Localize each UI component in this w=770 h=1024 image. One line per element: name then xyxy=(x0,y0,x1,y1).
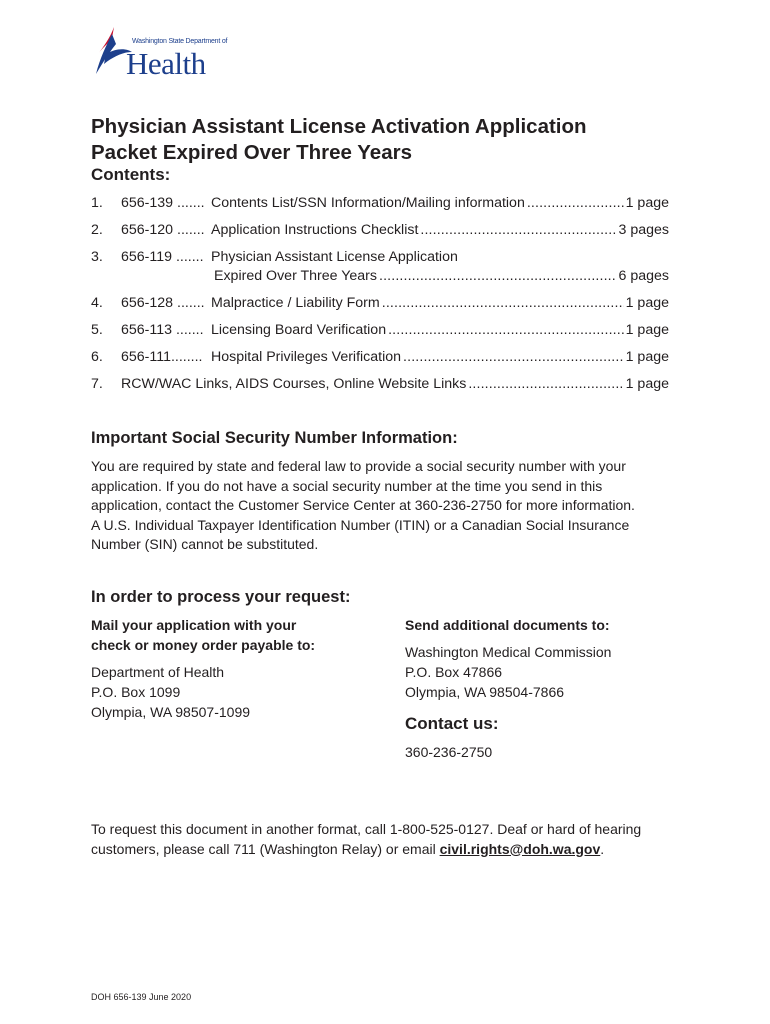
item-description-line-2: Expired Over Three Years xyxy=(214,268,377,284)
accessibility-line: To request this document in another format, call 1-800-525-0127. Deaf or hard of hearing xyxy=(91,821,642,837)
item-description: Application Instructions Checklist xyxy=(211,222,419,238)
item-form-code: 656-113 ....... xyxy=(121,322,204,338)
send-address-line: P.O. Box 47866 xyxy=(405,664,503,680)
ssn-line: Number (SIN) cannot be substituted. xyxy=(91,536,319,552)
item-pages: 1 page xyxy=(625,295,669,311)
mail-address-line: P.O. Box 1099 xyxy=(91,684,181,700)
item-number: 2. xyxy=(91,222,103,238)
item-pages: 6 pages xyxy=(618,268,669,284)
item-form-code: 656-139 ....... xyxy=(121,195,205,211)
title-line-1: Physician Assistant License Activation Application xyxy=(91,115,587,138)
process-heading: In order to process your request: xyxy=(91,588,351,606)
item-description: Licensing Board Verification xyxy=(211,322,387,338)
item-pages: 3 pages xyxy=(618,222,669,238)
send-address-line: Olympia, WA 98504-7866 xyxy=(405,684,565,700)
item-number: 3. xyxy=(91,249,103,265)
mail-section xyxy=(91,615,315,722)
item-form-code: 656-128 ....... xyxy=(121,295,205,311)
item-number: 6. xyxy=(91,349,103,365)
item-form-code: 656-111........ xyxy=(121,349,203,365)
logo-health-text: Health xyxy=(126,46,206,81)
send-label: Send additional documents to: xyxy=(405,617,610,633)
item-pages: 1 page xyxy=(625,349,669,365)
item-pages: 1 page xyxy=(625,376,669,392)
send-address-line: Washington Medical Commission xyxy=(405,644,612,660)
accessibility-line xyxy=(91,840,691,860)
accessibility-text: customers, please call 711 (Washington Relay) or email xyxy=(91,840,440,857)
contact-heading: Contact us: xyxy=(405,714,499,733)
ssn-line: You are required by state and federal law to provide a social security number with your xyxy=(91,458,626,474)
item-form-code: 656-120 ....... xyxy=(121,222,205,238)
mail-address-line: Olympia, WA 98507-1099 xyxy=(91,704,251,720)
ssn-heading: Important Social Security Number Information: xyxy=(91,429,458,447)
item-description: Hospital Privileges Verification xyxy=(211,349,402,365)
contact-phone: 360-236-2750 xyxy=(405,744,493,760)
item-description: Malpractice / Liability Form xyxy=(211,295,380,311)
ssn-paragraph xyxy=(91,457,651,555)
item-form-code: 656-119 ....... xyxy=(121,249,204,265)
item-pages: 1 page xyxy=(625,322,669,338)
item-number: 5. xyxy=(91,322,103,338)
send-section xyxy=(405,615,611,762)
logo-department-text: Washington State Department of xyxy=(132,38,228,45)
ssn-line: A U.S. Individual Taxpayer Identification Number (ITIN) or a Canadian Social Insurance xyxy=(91,516,630,533)
item-description: Contents List/SSN Information/Mailing information xyxy=(211,195,525,211)
item-description: Physician Assistant License Application xyxy=(211,249,458,265)
civil-rights-email-link[interactable]: civil.rights@doh.wa.gov xyxy=(439,840,601,857)
item-number: 7. xyxy=(91,376,103,392)
document-title xyxy=(91,114,691,166)
title-line-2: Packet Expired Over Three Years xyxy=(91,141,412,164)
item-pages: 1 page xyxy=(625,195,669,211)
contents-heading: Contents: xyxy=(91,165,171,184)
doh-logo xyxy=(92,24,228,82)
item-description: RCW/WAC Links, AIDS Courses, Online Website Links xyxy=(121,376,467,392)
accessibility-period: . xyxy=(600,840,605,857)
form-number-footer: DOH 656-139 June 2020 xyxy=(91,992,192,1002)
mail-address-line: Department of Health xyxy=(91,664,225,680)
mail-label-line: Mail your application with your xyxy=(91,617,297,633)
mail-label-line: check or money order payable to: xyxy=(91,637,316,653)
item-number: 4. xyxy=(91,295,103,311)
item-number: 1. xyxy=(91,195,103,211)
accessibility-note xyxy=(91,820,691,859)
ssn-line: application, contact the Customer Service Center at 360-236-2750 for more information. xyxy=(91,497,635,513)
ssn-line: application. If you do not have a social security number at the time you send in this xyxy=(91,477,603,494)
